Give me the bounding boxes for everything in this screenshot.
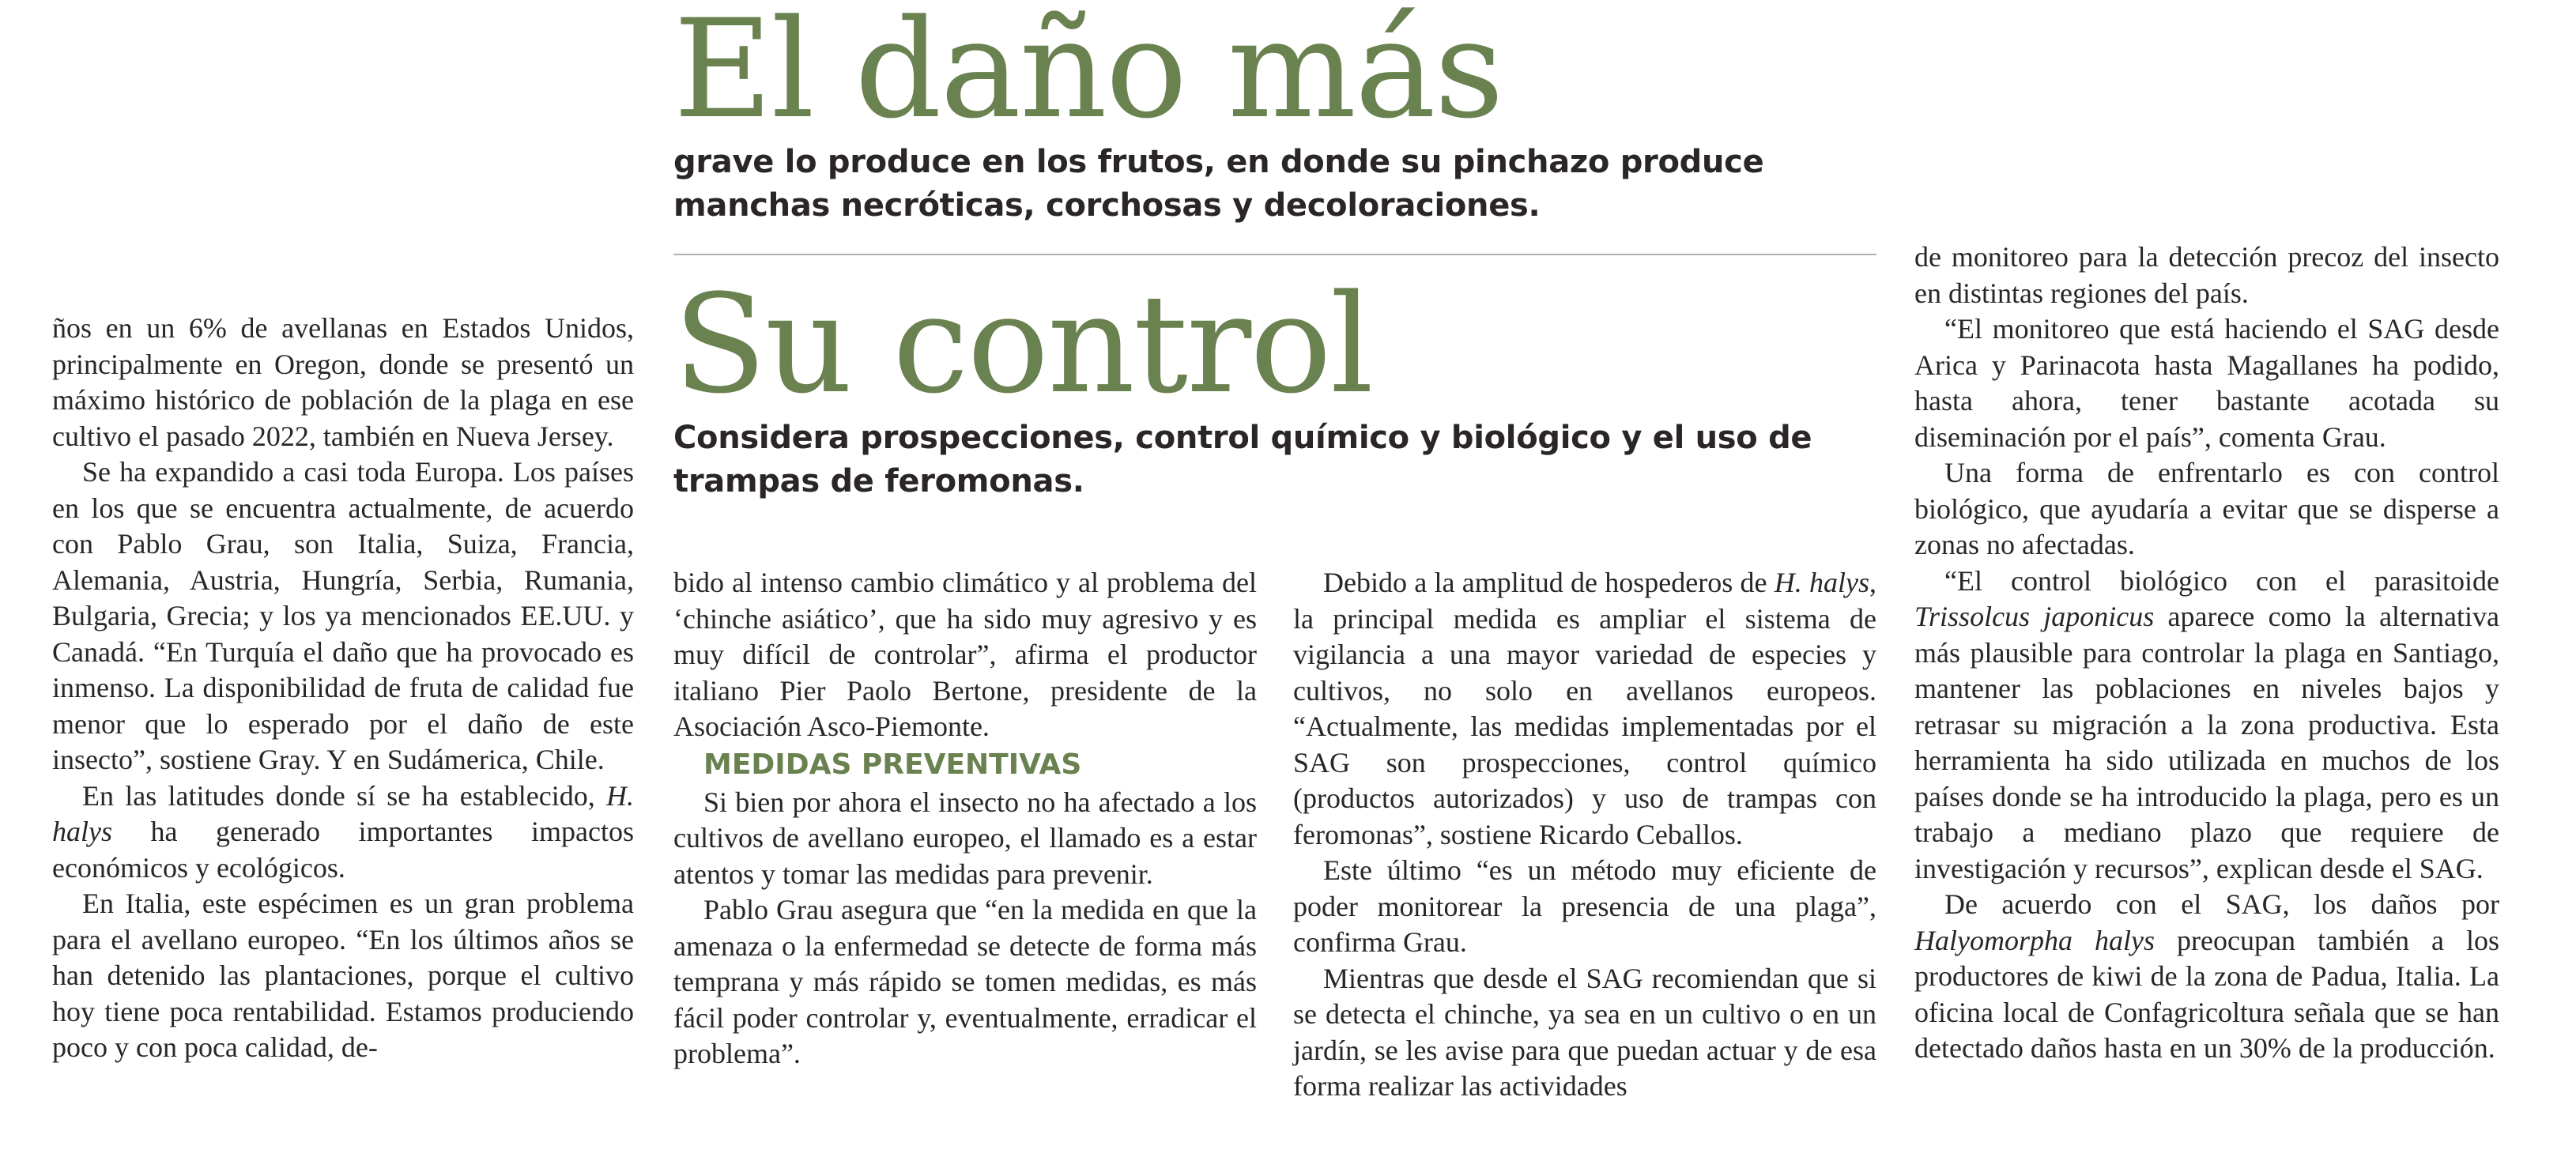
article-column-4 bbox=[1914, 239, 2499, 1067]
col4-p4-text-a: “El control biológico con el parasitoide bbox=[1944, 564, 2499, 597]
col4-paragraph-1: de monitoreo para la detección precoz del insecto en distintas regiones del país. bbox=[1914, 241, 2499, 309]
col1-p3-text-a: En las latitudes donde sí se ha establecido, bbox=[82, 779, 606, 812]
col2-paragraph-3: Pablo Grau asegura que “en la medida en que la amenaza o la enfermedad se detecte de forma más temprana y más rápido se tomen medidas, es más fácil poder controlar y, eventualmente, erradicar el problema”. bbox=[673, 894, 1257, 1069]
col3-p1-text-a: Debido a la amplitud de hospederos de bbox=[1323, 567, 1775, 598]
parasitoid-name: Trissolcus japonicus bbox=[1914, 601, 2155, 632]
species-name: H. halys bbox=[52, 779, 634, 847]
col1-paragraph-3 bbox=[52, 778, 634, 887]
article-column-2 bbox=[673, 565, 1257, 1072]
article-column-3 bbox=[1293, 565, 1876, 1105]
headline-control: Su control bbox=[673, 265, 1372, 424]
col4-paragraph-4 bbox=[1914, 564, 2499, 888]
deck-damage: grave lo produce en los frutos, en donde su pinchazo produce manchas necróticas, corchosas y decoloraciones. bbox=[673, 144, 1764, 224]
col4-paragraph-5 bbox=[1914, 887, 2499, 1067]
headline-damage: El daño más bbox=[673, 0, 1503, 149]
col4-paragraph-2: “El monitoreo que está haciendo el SAG desde Arica y Parinacota hasta Magallanes ha podido, hasta ahora, tener bastante acotada su diseminación por el país”, comenta Grau. bbox=[1914, 313, 2499, 453]
section-divider bbox=[673, 254, 1876, 255]
species-name: Halyomorpha halys bbox=[1914, 924, 2155, 956]
col1-paragraph-1: ños en un 6% de avellanas en Estados Unidos, principalmente en Oregon, donde se presentó un máximo histórico de población de la plaga en ese cultivo el pasado 2022, también en Nueva Jersey. bbox=[52, 312, 634, 452]
col3-paragraph-3: Mientras que desde el SAG recomiendan que si se detecta el chinche, ya sea en un cultivo o en un jardín, se les avise para que puedan actuar y de esa forma realizar las actividades bbox=[1293, 962, 1876, 1102]
col1-paragraph-4: En Italia, este espécimen es un gran problema para el avellano europeo. “En los últimos años se han detenido las plantaciones, porque el cultivo hoy tiene poca rentabilidad. Estamos produciendo poco y con poca calidad, de- bbox=[52, 888, 634, 1063]
article-column-1 bbox=[52, 311, 634, 1066]
deck-control: Considera prospecciones, control químico y biológico y el uso de trampas de feromonas. bbox=[673, 420, 1812, 499]
col1-paragraph-2: Se ha expandido a casi toda Europa. Los países en los que se encuentra actualmente, de acuerdo con Pablo Grau, son Italia, Suiza, Francia, Alemania, Austria, Hungría, Serbia, Rumania, Bulgaria, Grecia; y los ya mencionados EE.UU. y Canadá. “En Turquía el daño que ha provocado es inmenso. La disponibilidad de fruta de calidad fue menor que lo esperado por el daño de este insecto”, sostiene Gray. Y en Sudámerica, Chile. bbox=[52, 456, 634, 775]
col3-paragraph-2: Este último “es un método muy eficiente de poder monitorear la presencia de una plaga”, confirma Grau. bbox=[1293, 854, 1876, 958]
col1-p3-text-b: ha generado importantes impactos económicos y ecológicos. bbox=[52, 816, 634, 884]
col2-paragraph-2: Si bien por ahora el insecto no ha afectado a los cultivos de avellano europeo, el llamado es a estar atentos y tomar las medidas para prevenir. bbox=[673, 786, 1257, 890]
col2-paragraph-1: bido al intenso cambio climático y al problema del ‘chinche asiático’, que ha sido muy agresivo y es muy difícil de controlar”, afirma el productor italiano Pier Paolo Bertone, presidente de la Asociación Asco-Piemonte. bbox=[673, 567, 1257, 742]
col4-p4-text-b: aparece como la alternativa más plausible para controlar la plaga en Santiago, mantener las poblaciones en niveles bajos y retrasar su migración a la zona productiva. Esta herramienta ha sido utilizada en muchos de los países donde se ha introducido la plaga, pero es un trabajo a mediano plazo que requiere de investigación y recursos”, explican desde el SAG. bbox=[1914, 601, 2499, 884]
species-name: H. halys bbox=[1774, 567, 1869, 598]
col4-paragraph-3: Una forma de enfrentarlo es con control biológico, que ayudaría a evitar que se disperse a zonas no afectadas. bbox=[1914, 457, 2499, 560]
subhead-preventive: MEDIDAS PREVENTIVAS bbox=[703, 748, 1082, 781]
col4-p5-text-a: De acuerdo con el SAG, los daños por bbox=[1944, 888, 2499, 920]
col3-p1-text-b: , la principal medida es ampliar el sistema de vigilancia a una mayor variedad de especies y cultivos, no solo en avellanos europeos. “Actualmente, las medidas implementadas por el SAG son prospecciones, control químico (productos autorizados) y uso de trampas con feromonas”, sostiene Ricardo Ceballos. bbox=[1293, 567, 1876, 850]
col4-p5-text-b: preocupan también a los productores de kiwi de la zona de Padua, Italia. La oficina local de Confagricoltura señala que se han detectado daños hasta en un 30% de la producción. bbox=[1914, 924, 2499, 1064]
col3-paragraph-1 bbox=[1293, 565, 1876, 853]
